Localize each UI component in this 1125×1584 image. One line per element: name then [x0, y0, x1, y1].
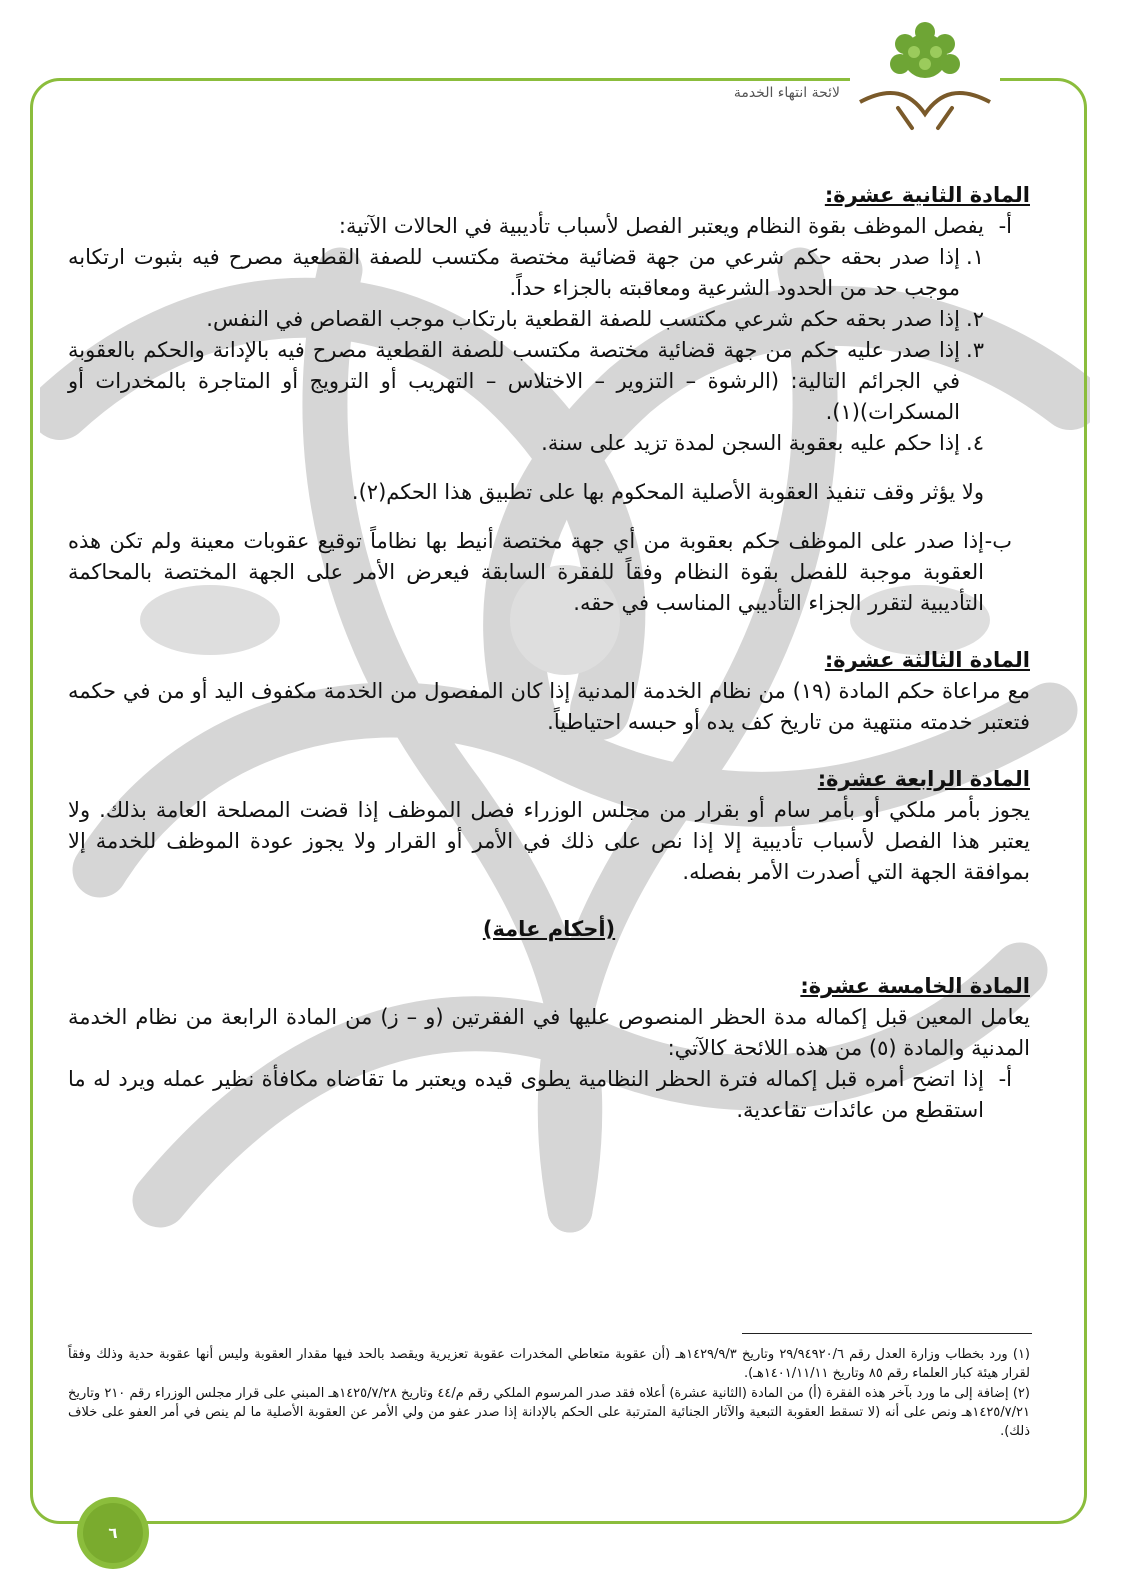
article-12-heading: المادة الثانية عشرة:: [824, 183, 1030, 207]
footnote-2: (٢) إضافة إلى ما ورد بآخر هذه الفقرة (أ) من المادة (الثانية عشرة) أعلاه فقد صدر المرسوم الملكي رقم م/٤٤ وتاريخ ١٤٢٥/٧/٢٨هـ المبني على قرار مجلس الوزراء رقم ٢١٠ وتاريخ ١٤٢٥/٧/٢١هـ ونص على أنه (لا تسقط العقوبة التبعية والآثار الجنائية المترتبة على الحكم بالإدانة إذا صدر عفو من ولي الأمر عن العقوبة الأصلية ما لم ينص في أمر العفو على خلاف ذلك).: [68, 1386, 1030, 1439]
article-14-heading: المادة الرابعة عشرة:: [817, 767, 1030, 791]
art15-para-a-marker: أ-: [998, 1067, 1012, 1091]
art12-item-2-text: إذا صدر بحقه حكم شرعي مكتسب للصفة القطعية بارتكاب موجب القصاص في النفس.: [206, 307, 960, 331]
art12-item-4-text: إذا حكم عليه بعقوبة السجن لمدة تزيد على سنة.: [541, 431, 960, 455]
general-provisions-title: (أحكام عامة): [482, 917, 616, 941]
footnote-1: (١) ورد بخطاب وزارة العدل رقم ٢٩/٩٤٩٢٠/٦ وتاريخ ١٤٢٩/٩/٣هـ (أن عقوبة متعاطي المخدرات عقوبة تعزيرية ويقصد بالحد فيها مقدار العقوبة وليس أنها عقوبة حدية وذلك وفقاً لقرار هيئة كبار العلماء رقم ٨٥ وتاريخ ١٤٠١/١١/١١هـ).: [68, 1347, 1030, 1381]
art12-item-1-marker: ١.: [966, 245, 984, 269]
art12-item-4-marker: ٤.: [966, 431, 984, 455]
art15-para-a: [68, 1064, 1030, 1126]
art12-item-3-marker: ٣.: [966, 338, 984, 362]
art12-para-a-text: يفصل الموظف بقوة النظام ويعتبر الفصل لأسباب تأديبية في الحالات الآتية:: [338, 214, 984, 238]
art12-item-2: [68, 304, 1030, 335]
art12-para-b-text: إذا صدر على الموظف حكم بعقوبة من أي جهة مختصة أنيط بها نظاماً توقيع عقوبات معينة ولم تكن هذه العقوبة موجبة للفصل بقوة النظام وفقاً للفقرة السابقة فيعرض الأمر على الجهة المختصة بالمحاكمة التأديبية لتقرر الجزاء التأديبي المناسب في حقه.: [68, 529, 984, 615]
page-number: ٦: [108, 1524, 118, 1542]
article-13-heading: المادة الثالثة عشرة:: [824, 648, 1030, 672]
art12-item-1-text: إذا صدر بحقه حكم شرعي من جهة قضائية مختصة مكتسب للصفة القطعية مصرح فيه بثبوت ارتكابه موجب حد من الحدود الشرعية ومعاقبته بالجزاء حداً.: [68, 245, 960, 300]
art12-item-3: [68, 335, 1030, 428]
art12-item-2-marker: ٢.: [966, 307, 984, 331]
art12-item-4: [68, 428, 1030, 459]
art12-para-b-marker: ب-: [984, 529, 1012, 553]
art12-note: ولا يؤثر وقف تنفيذ العقوبة الأصلية المحكوم بها على تطبيق هذا الحكم(٢).: [351, 480, 984, 504]
footnote-separator: [742, 1333, 1032, 1334]
logo-icon: [850, 18, 1000, 138]
article-13-text: مع مراعاة حكم المادة (١٩) من نظام الخدمة المدنية إذا كان المفصول من الخدمة مكفوف اليد أو من في حكمه فتعتبر خدمته منتهية من تاريخ كف يده أو حبسه احتياطياً.: [68, 679, 1030, 734]
art12-item-1: [68, 242, 1030, 304]
art12-item-3-text: إذا صدر عليه حكم من جهة قضائية مختصة مكتسب للصفة القطعية مصرح فيه بالإدانة والحكم بالعقوبة في الجرائم التالية: (الرشوة – التزوير – الاختلاس – التهريب أو الترويج أو المتاجرة بالمخدرات أو المسكرات)(١).: [68, 338, 960, 424]
article-15-heading: المادة الخامسة عشرة:: [800, 974, 1030, 998]
document-body: [68, 180, 1030, 1126]
header-title: لائحة انتهاء الخدمة: [733, 85, 840, 101]
art12-para-b: [68, 526, 1030, 619]
article-14-text: يجوز بأمر ملكي أو بأمر سام أو بقرار من مجلس الوزراء فصل الموظف إذا قضت المصلحة العامة بذلك. ولا يعتبر هذا الفصل لأسباب تأديبية إلا إذا نص على ذلك في الأمر أو القرار ولا يجوز عودة الموظف للخدمة إلا بموافقة الجهة التي أصدرت الأمر بفصله.: [68, 798, 1030, 884]
art12-para-a: [68, 211, 1030, 242]
art15-para-a-text: إذا اتضح أمره قبل إكماله فترة الحظر النظامية يطوى قيده ويعتبر ما تقاضاه مكافأة نظير عمله ويرد له ما استقطع من عائدات تقاعدية.: [68, 1067, 984, 1122]
article-15-text: يعامل المعين قبل إكماله مدة الحظر المنصوص عليها في الفقرتين (و – ز) من المادة الرابعة من نظام الخدمة المدنية والمادة (٥) من هذه اللائحة كالآتي:: [68, 1005, 1030, 1060]
page-number-badge: [74, 1494, 152, 1572]
art12-para-a-marker: أ-: [998, 214, 1012, 238]
footnotes: [68, 1345, 1030, 1442]
